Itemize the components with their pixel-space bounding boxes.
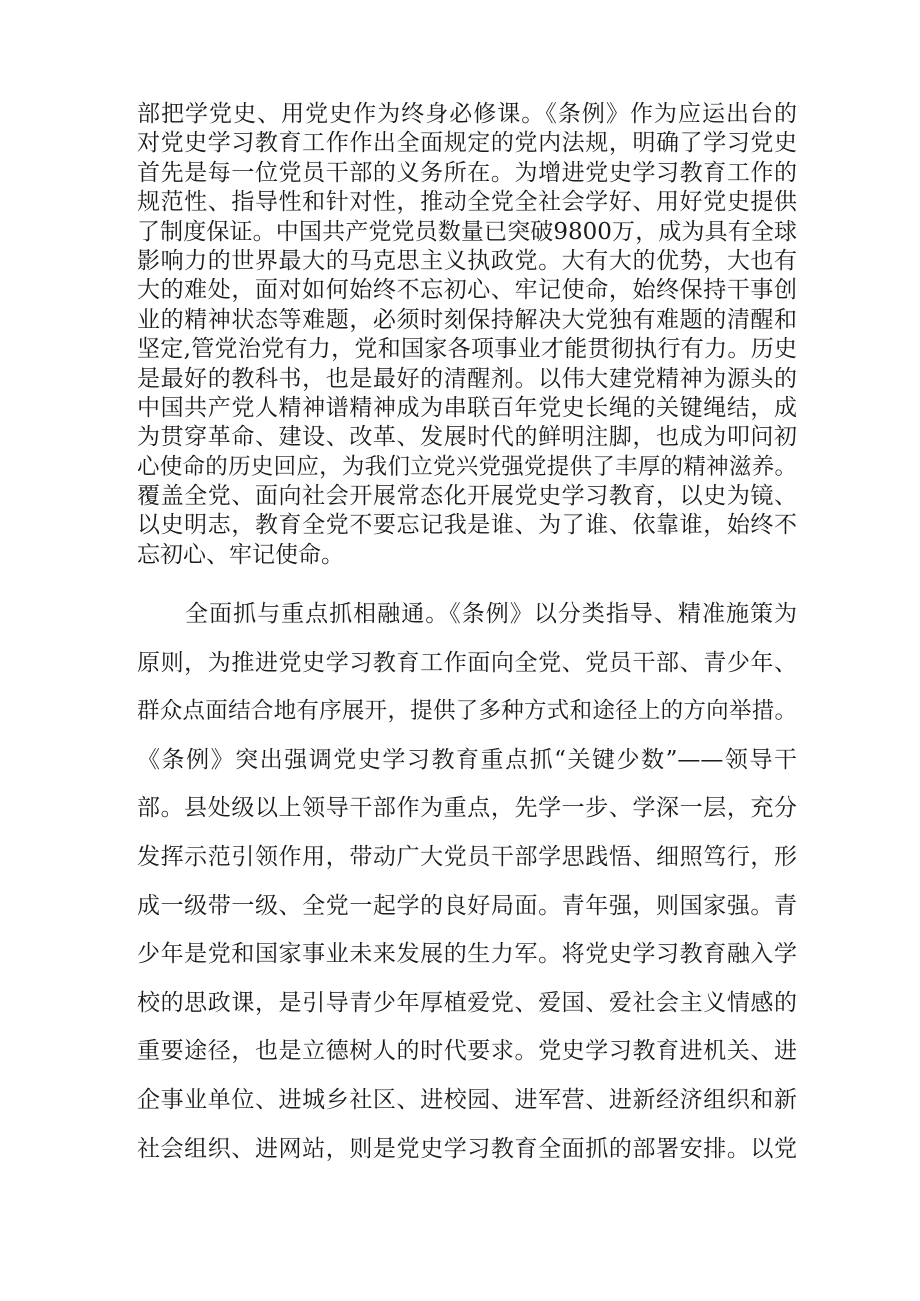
text-line: 大的难处，面对如何始终不忘初心、牢记使命，始终保持干事创 xyxy=(137,277,797,304)
text-line: 是最好的教科书，也是最好的清醒剂。以伟大建党精神为源头的 xyxy=(137,365,797,392)
text-line: 影响力的世界最大的马克思主义执政党。大有大的优势，大也有 xyxy=(137,247,797,274)
text-line: 对党史学习教育工作作出全面规定的党内法规，明确了学习党史 xyxy=(137,130,797,157)
text-line: 规范性、指导性和针对性，推动全党全社会学好、用好党史提供 xyxy=(137,189,797,216)
text-line: 了制度保证。中国共产党党员数量已突破9800万，成为具有全球 xyxy=(137,218,797,245)
text-line: 心使命的历史回应，为我们立党兴党强党提供了丰厚的精神滋养。 xyxy=(137,453,797,480)
text-line: 首先是每一位党员干部的义务所在。为增进党史学习教育工作的 xyxy=(137,159,797,186)
text-line: 重要途径，也是立德树人的时代要求。党史学习教育进机关、进 xyxy=(137,1038,797,1065)
text-line: 原则，为推进党史学习教育工作面向全党、党员干部、青少年、 xyxy=(137,649,797,676)
text-line: 校的思政课，是引导青少年厚植爱党、爱国、爱社会主义情感的 xyxy=(137,989,797,1016)
text-line: 企事业单位、进城乡社区、进校园、进军营、进新经济组织和新 xyxy=(137,1086,797,1113)
text-line: 部。县处级以上领导干部作为重点，先学一步、学深一层，充分 xyxy=(137,795,797,822)
text-line: 全面抓与重点抓相融通。《条例》以分类指导、精准施策为 xyxy=(137,601,797,627)
text-line: 中国共产党人精神谱精神成为串联百年党史长绳的关键绳结，成 xyxy=(137,394,797,421)
text-line: 忘初心、牢记使命。 xyxy=(137,541,344,568)
text-line: 坚定,管党治党有力，党和国家各项事业才能贯彻执行有力。历史 xyxy=(137,336,797,363)
text-line: 少年是党和国家事业未来发展的生力军。将党史学习教育融入学 xyxy=(137,941,797,968)
text-line: 成一级带一级、全党一起学的良好局面。青年强，则国家强。青 xyxy=(137,892,797,919)
text-line: 为贯穿革命、建设、改革、发展时代的鲜明注脚，也成为叩问初 xyxy=(137,424,797,451)
text-line: 《条例》突出强调党史学习教育重点抓“关键少数”——领导干 xyxy=(137,746,797,773)
text-line: 覆盖全党、面向社会开展常态化开展党史学习教育，以史为镜、 xyxy=(137,483,797,510)
text-line: 以史明志，教育全党不要忘记我是谁、为了谁、依靠谁，始终不 xyxy=(137,512,797,539)
text-line: 发挥示范引领作用，带动广大党员干部学思践悟、细照笃行，形 xyxy=(137,843,797,870)
paragraph-2 xyxy=(137,598,797,1181)
text-line: 社会组织、进网站，则是党史学习教育全面抓的部署安排。以党 xyxy=(137,1135,797,1162)
text-line: 部把学党史、用党史作为终身必修课。《条例》作为应运出台的 xyxy=(137,101,797,127)
paragraph-1 xyxy=(137,100,797,570)
text-line: 群众点面结合地有序展开，提供了多种方式和途径上的方向举措。 xyxy=(137,698,797,725)
text-line: 业的精神状态等难题，必须时刻保持解决大党独有难题的清醒和 xyxy=(137,306,797,333)
